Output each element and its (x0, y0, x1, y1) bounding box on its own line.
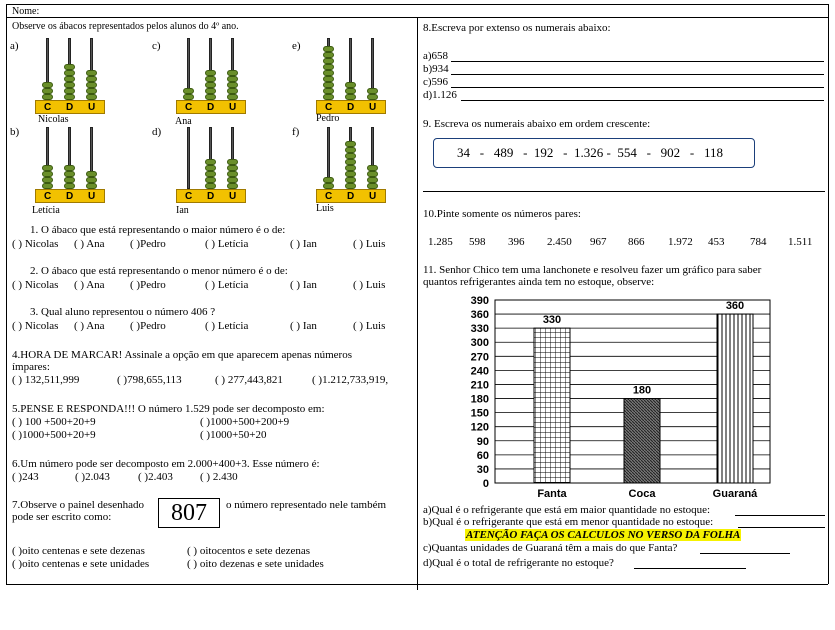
q5-option-3[interactable]: ( )1000+500+20+9 (12, 429, 96, 441)
abacus-bead (323, 58, 334, 64)
abacus-bead (205, 88, 216, 94)
column-divider (417, 17, 418, 590)
abacus-bead (205, 165, 216, 171)
chart-y-tick-label: 270 (470, 351, 489, 364)
q11-question-b: b)Qual é o refrigerante que está em menor quantidade no estoque: (423, 516, 714, 528)
abacus-bead (64, 76, 75, 82)
choice-option[interactable]: ( ) Ana (74, 238, 105, 250)
abacus-bead (323, 82, 334, 88)
choice-option[interactable]: ( ) Nicolas (12, 238, 59, 250)
even-odd-number[interactable]: 1.285 (428, 236, 453, 248)
even-odd-number[interactable]: 598 (469, 236, 486, 248)
q5-option-2[interactable]: ( )1000+500+200+9 (200, 416, 290, 428)
choice-option[interactable]: ( ) Letícia (205, 238, 249, 250)
q11-question-c: c)Quantas unidades de Guaraná têm a mais do que Fanta? (423, 542, 678, 554)
chart-y-tick-label: 30 (476, 463, 489, 476)
abacus-bead (86, 82, 97, 88)
abacus-base (176, 189, 246, 203)
abacus-bead (367, 165, 378, 171)
q8-text: 8.Escreva por extenso os numerais abaixo: (423, 22, 611, 34)
name-label: Nome: (12, 6, 40, 17)
abacus-bead (227, 171, 238, 177)
abacus-bead (205, 70, 216, 76)
choice-option[interactable]: ( ) Letícia (205, 320, 249, 332)
abacus-student-name: Luis (316, 203, 334, 214)
abacus-bead (345, 153, 356, 159)
abacus-base (35, 100, 105, 114)
q6-option-3[interactable]: ( )2.403 (138, 471, 173, 483)
abacus-bead (64, 82, 75, 88)
q7-option-3[interactable]: ( )oito centenas e sete unidades (12, 558, 150, 570)
choice-option[interactable]: ( ) Ian (290, 238, 317, 250)
chart-svg (425, 292, 785, 502)
abacus-bead (86, 171, 97, 177)
q6-text: 6.Um número pode ser decomposto em 2.000+400+3. Esse número é: (12, 458, 320, 470)
chart-category-label: Coca (628, 488, 656, 500)
q11-answer-line-d[interactable] (634, 568, 746, 569)
abacus-bead (345, 147, 356, 153)
abacus-bead (64, 64, 75, 70)
q7-option-2[interactable]: ( ) oitocentos e sete dezenas (187, 545, 311, 557)
q9-answer-line[interactable] (423, 191, 825, 192)
even-odd-number[interactable]: 1.511 (788, 236, 813, 248)
abacus-bead (227, 177, 238, 183)
abacus-place-label: U (229, 191, 237, 202)
abacus-bead (323, 177, 334, 183)
frame-top (6, 4, 828, 5)
chart-y-tick-label: 180 (470, 393, 489, 406)
abacus-bead (42, 165, 53, 171)
even-odd-number[interactable]: 453 (708, 236, 725, 248)
abacus (176, 38, 246, 118)
abacus-bead (205, 82, 216, 88)
abacus (316, 38, 386, 118)
choice-option[interactable]: ( ) Ana (74, 279, 105, 291)
abacus-place-label: D (207, 191, 215, 202)
choice-option[interactable]: ( ) Letícia (205, 279, 249, 291)
chart-data-label: 360 (725, 300, 745, 313)
q6-option-1[interactable]: ( )243 (12, 471, 39, 483)
q7-option-4[interactable]: ( ) oito dezenas e sete unidades (187, 558, 324, 570)
warning-highlight: ATENÇÃO FAÇA OS CALCULOS NO VERSO DA FOLHA (466, 529, 741, 541)
even-odd-number[interactable]: 1.972 (668, 236, 693, 248)
q9-numbers: 34 - 489 - 192 - 1.326 - 554 - 902 - 118 (457, 145, 723, 160)
chart-y-tick-label: 60 (476, 449, 489, 462)
q8-item-d: d)1.126 (423, 89, 457, 101)
even-odd-number[interactable]: 866 (628, 236, 645, 248)
abacus-bead (345, 141, 356, 147)
q11-answer-line-c[interactable] (700, 553, 790, 554)
abacus-student-name: Letícia (32, 205, 60, 216)
abacus-bead (64, 88, 75, 94)
q7-panel-number: 807 (171, 500, 207, 526)
q1-text: 1. O ábaco que está representando o maior número é o de: (30, 224, 286, 236)
abacus-rod (187, 127, 190, 189)
chart-y-tick-label: 330 (470, 323, 489, 336)
choice-option[interactable]: ( ) Nicolas (12, 320, 59, 332)
choice-option[interactable]: ( ) Luis (353, 238, 386, 250)
q11-question-d: d)Qual é o total de refrigerante no estoque? (423, 557, 614, 569)
abacus-bead (323, 88, 334, 94)
abacus-bead (64, 171, 75, 177)
abacus-base (176, 100, 246, 114)
abacus-place-label: D (66, 102, 74, 113)
q11-question-a: a)Qual é o refrigerante que está em maior quantidade no estoque: (423, 504, 711, 516)
q4-option-3[interactable]: ( ) 277,443,821 (215, 374, 283, 386)
q4-option-4[interactable]: ( )1.212,733,919, (312, 374, 389, 386)
abacus-place-label: D (66, 191, 74, 202)
abacus-letter: f) (292, 126, 300, 138)
abacus-bead (367, 88, 378, 94)
abacus (316, 127, 386, 207)
abacus-bead (323, 76, 334, 82)
abacus-bead (227, 76, 238, 82)
q5-text: 5.PENSE E RESPONDA!!! O número 1.529 pode ser decomposto em: (12, 403, 325, 415)
choice-option[interactable]: ( )Pedro (130, 279, 166, 291)
abacus-bead (42, 171, 53, 177)
chart-data-label: 180 (632, 384, 652, 397)
abacus-place-label: D (207, 102, 215, 113)
abacus-base (35, 189, 105, 203)
abacus-bead (42, 82, 53, 88)
abacus-letter: a) (10, 40, 19, 52)
abacus-bead (42, 88, 53, 94)
abacus-place-label: U (369, 191, 377, 202)
q7-text-a: 7.Observe o painel desenhado (12, 499, 144, 511)
abacus-place-label: C (325, 102, 333, 113)
q11-answer-line-a[interactable] (735, 515, 825, 516)
abacus-bead (227, 159, 238, 165)
abacus-bead (345, 171, 356, 177)
q4-option-1[interactable]: ( ) 132,511,999 (12, 374, 80, 386)
q5-option-1[interactable]: ( ) 100 +500+20+9 (12, 416, 96, 428)
q8-item-b: b)934 (423, 63, 449, 75)
abacus-place-label: U (229, 102, 237, 113)
abacus-bead (183, 88, 194, 94)
q7-option-1[interactable]: ( )oito centenas e sete dezenas (12, 545, 145, 557)
abacus-bead (205, 171, 216, 177)
abacus-bead (64, 165, 75, 171)
abacus-bead (86, 70, 97, 76)
choice-option[interactable]: ( ) Luis (353, 320, 386, 332)
abacus-bead (205, 159, 216, 165)
chart-y-tick-label: 300 (470, 337, 489, 350)
q8-item-a: a)658 (423, 50, 449, 62)
chart-y-tick-label: 390 (470, 295, 489, 307)
q9-text: 9. Escreva os numerais abaixo em ordem crescente: (423, 118, 651, 130)
q8-item-c: c)596 (423, 76, 449, 88)
chart-bar (624, 399, 660, 483)
abacus-place-label: C (325, 191, 333, 202)
q11-line1: 11. Senhor Chico tem uma lanchonete e resolveu fazer um gráfico para saber (423, 264, 762, 276)
abacus-bead (64, 177, 75, 183)
abacus-place-label: U (369, 102, 377, 113)
chart-y-tick-label: 0 (482, 478, 489, 490)
abacus (35, 127, 105, 207)
abacus-bead (345, 88, 356, 94)
abacus-student-name: Ana (175, 116, 192, 127)
chart-y-tick-label: 240 (470, 365, 489, 378)
q7-text-c: pode ser escrito como: (12, 511, 112, 523)
chart-y-tick-label: 120 (470, 421, 489, 434)
abacus-student-name: Ian (176, 205, 189, 216)
abacus-letter: c) (152, 40, 161, 52)
abacus-bead (345, 82, 356, 88)
abacus-place-label: C (185, 191, 193, 202)
abacus-bead (64, 70, 75, 76)
chart-y-tick-label: 210 (470, 379, 489, 392)
choice-option[interactable]: ( ) Nicolas (12, 279, 59, 291)
q6-option-4[interactable]: ( ) 2.430 (200, 471, 238, 483)
frame-right (828, 4, 829, 584)
choice-option[interactable]: ( ) Luis (353, 279, 386, 291)
abacus-place-label: C (44, 191, 52, 202)
abacus-bead (205, 177, 216, 183)
q8-answer-line-a[interactable] (451, 61, 824, 62)
abacus-student-name: Nicolas (38, 114, 69, 125)
chart-y-tick-label: 360 (470, 309, 489, 322)
q8-answer-line-d[interactable] (461, 100, 824, 101)
abacus-letter: e) (292, 40, 301, 52)
even-odd-number[interactable]: 967 (590, 236, 607, 248)
q2-text: 2. O ábaco que está representando o menor número é o de: (30, 265, 288, 277)
q8-answer-line-c[interactable] (451, 87, 824, 88)
abacus-place-label: U (88, 191, 96, 202)
chart-category-label: Guaraná (712, 488, 758, 500)
abacus (176, 127, 246, 207)
abacus-bead (86, 88, 97, 94)
even-odd-number[interactable]: 784 (750, 236, 767, 248)
abacus-bead (86, 76, 97, 82)
abacus-bead (227, 70, 238, 76)
abacus-bead (367, 171, 378, 177)
abacus-letter: b) (10, 126, 20, 138)
abacus-bead (227, 165, 238, 171)
abacus (35, 38, 105, 118)
abacus-bead (323, 64, 334, 70)
abacus-bead (227, 82, 238, 88)
q6-option-2[interactable]: ( )2.043 (75, 471, 110, 483)
q7-text-b: o número representado nele também (226, 499, 387, 511)
abacus-bead (323, 46, 334, 52)
abacus-bead (367, 177, 378, 183)
even-odd-number[interactable]: 2.450 (547, 236, 572, 248)
q11-line2: quantos refrigerantes ainda tem no estoque, observe: (423, 276, 655, 288)
chart-category-label: Fanta (537, 488, 567, 500)
q3-text: 3. Qual aluno representou o número 406 ? (30, 306, 216, 318)
even-odd-number[interactable]: 396 (508, 236, 525, 248)
choice-option[interactable]: ( )Pedro (130, 320, 166, 332)
choice-option[interactable]: ( )Pedro (130, 238, 166, 250)
abacus-place-label: D (347, 102, 355, 113)
abacus-bead (227, 88, 238, 94)
abacus-bead (205, 76, 216, 82)
abacus-bead (345, 165, 356, 171)
q4-line2: ímpares: (12, 361, 50, 373)
chart-bar (717, 314, 753, 483)
abacus-bead (42, 177, 53, 183)
chart-y-tick-label: 90 (476, 435, 489, 448)
q7-panel (158, 498, 220, 528)
chart-bar (534, 328, 570, 483)
choice-option[interactable]: ( ) Ian (290, 320, 317, 332)
abacus-place-label: D (347, 191, 355, 202)
abacus-base (316, 189, 386, 203)
abacus-bead (323, 52, 334, 58)
abacus-place-label: C (44, 102, 52, 113)
chart-data-label: 330 (542, 314, 562, 327)
abacus-place-label: U (88, 102, 96, 113)
abacus-base (316, 100, 386, 114)
q10-text: 10.Pinte somente os números pares: (423, 208, 581, 220)
stock-bar-chart (425, 292, 785, 502)
abacus-letter: d) (152, 126, 162, 138)
intro-text: Observe os ábacos representados pelos alunos do 4º ano. (12, 21, 239, 32)
q5-option-4[interactable]: ( )1000+50+20 (200, 429, 267, 441)
q11-answer-line-b[interactable] (738, 527, 825, 528)
abacus-bead (86, 177, 97, 183)
frame-left (6, 4, 7, 584)
q4-option-2[interactable]: ( )798,655,113 (117, 374, 182, 386)
choice-option[interactable]: ( ) Ana (74, 320, 105, 332)
abacus-bead (345, 159, 356, 165)
abacus-place-label: C (185, 102, 193, 113)
abacus-bead (323, 70, 334, 76)
q8-answer-line-b[interactable] (451, 74, 824, 75)
abacus-bead (345, 177, 356, 183)
choice-option[interactable]: ( ) Ian (290, 279, 317, 291)
frame-bottom (6, 584, 828, 585)
abacus-student-name: Pedro (316, 113, 340, 124)
chart-y-tick-label: 150 (470, 407, 489, 420)
q4-line1: 4.HORA DE MARCAR! Assinale a opção em que aparecem apenas números (12, 349, 353, 361)
